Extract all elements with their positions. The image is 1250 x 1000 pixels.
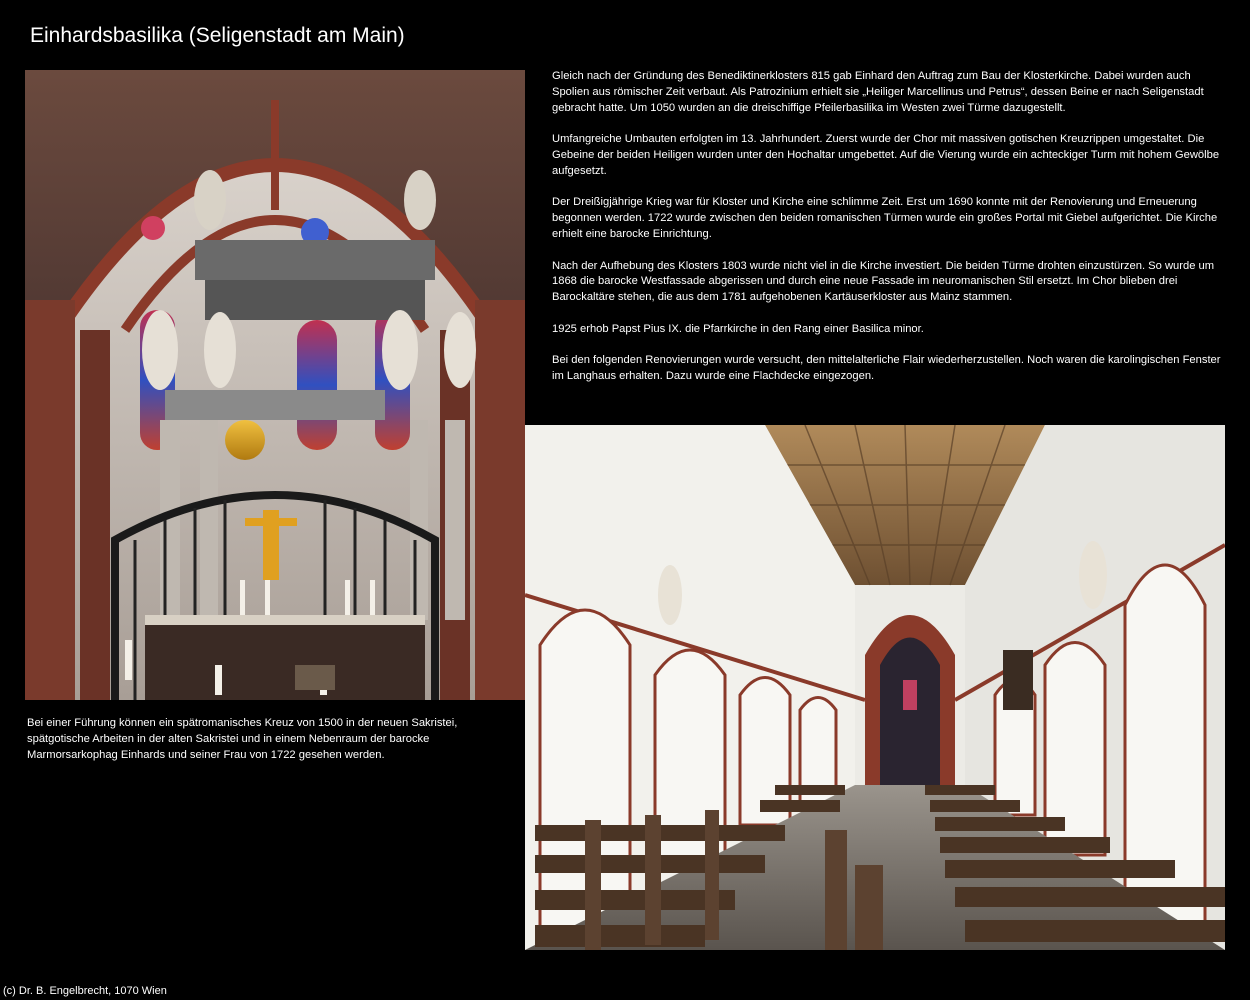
nave-photo (525, 425, 1225, 950)
photo-caption: Bei einer Führung können ein spätromanisches Kreuz von 1500 in der neuen Sakristei, spätgotische Arbeiten in der alten Sakristei und in einem Nebenraum der barocke Marmorsarkophag Einhards und seiner Frau von 1722 gesehen werden. (27, 717, 458, 761)
altar-photo (25, 70, 525, 700)
paragraph-basilica-minor: 1925 erhob Papst Pius IX. die Pfarrkirche in den Rang einer Basilica minor. (552, 322, 924, 335)
paragraph-13th-century: Umfangreiche Umbauten erfolgten im 13. Jahrhundert. Zuerst wurde der Chor mit massiven gotischen Kreuzrippen umgestaltet. Die Gebeine der beiden Heiligen wurden unter den Hochaltar umgebettet. Auf die Vierung wurde ein achteckiger Turm mit hohem Gewölbe aufgesetzt. (552, 133, 1220, 177)
history-text (552, 69, 1224, 401)
copyright-notice: (c) Dr. B. Engelbrecht, 1070 Wien (3, 985, 167, 997)
altar-photo-illustration (25, 70, 525, 700)
paragraph-founding: Gleich nach der Gründung des Benediktinerklosters 815 gab Einhard den Auftrag zum Bau der Klosterkirche. Dabei wurden auch Spolien aus römischer Zeit verbaut. Als Patrozinium erhielt sie „Heiliger Marcellinus und Petrus“, dessen Beine er nach Seligenstadt gebracht hatte. Um 1050 wurden an die dreischiffige Pfeilerbasilika im Westen zwei Türme dazugestellt. (552, 70, 1204, 114)
page-title: Einhardsbasilika (Seligenstadt am Main) (30, 24, 405, 47)
paragraph-thirty-years-war: Der Dreißigjährige Krieg war für Kloster und Kirche eine schlimme Zeit. Erst um 1690 konnte mit der Renovierung und Erneuerung begonnen werden. 1722 wurde zwischen den beiden romanischen Türmen wurde ein großes Portal mit Giebel aufgerichtet. Die Kirche erhielt eine barocke Einrichtung. (552, 196, 1218, 240)
paragraph-renovations: Bei den folgenden Renovierungen wurde versucht, den mittelalterliche Flair wiederherzustellen. Noch waren die karolingischen Fenster im Langhaus erhalten. Dazu wurde eine Flachdecke eingezogen. (552, 354, 1221, 383)
nave-photo-illustration (525, 425, 1225, 950)
paragraph-dissolution: Nach der Aufhebung des Klosters 1803 wurde nicht viel in die Kirche investiert. Die beiden Türme drohten einzustürzen. So wurde um 1868 die barocke Westfassade abgerissen und durch eine neue Fassade im neuromanischen Stil ersetzt. Im Chor blieben drei Barockaltäre stehen, die aus dem 1781 aufgehobenen Kartäuserkloster aus Mainz stammen. (552, 259, 1215, 304)
